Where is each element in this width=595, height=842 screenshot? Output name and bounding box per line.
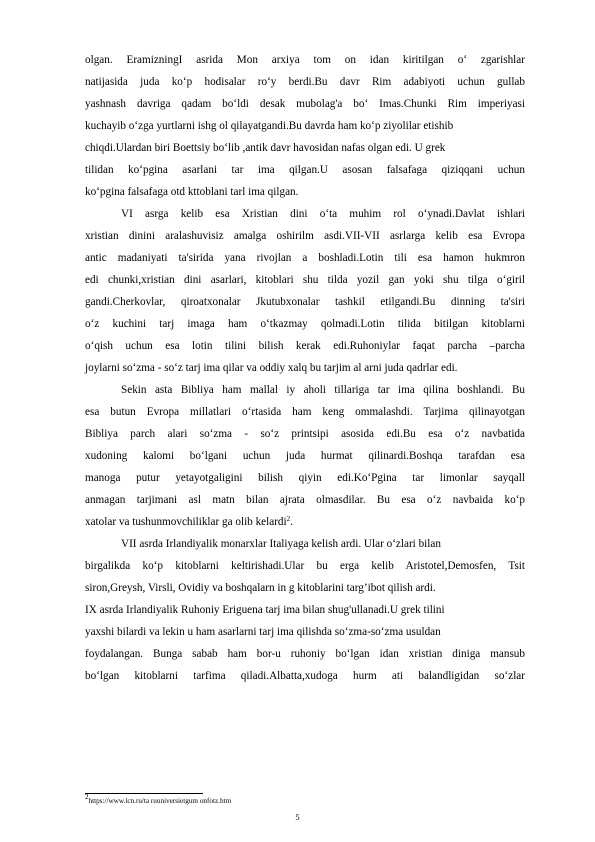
text-line: Bibliya parch alari so‘zma - so‘z printsipi asosida edi.Bu esa o‘z navbatida xyxy=(85,428,525,440)
footnote-marker: 2 xyxy=(286,515,291,523)
text-line-content: xatolar va tushunmovchiliklar ga olib kelardi xyxy=(85,516,287,528)
text-line: VI asrga kelib esa Xristian dini o‘ta muhim rol o‘ynadi.Davlat ishlari xyxy=(121,208,525,220)
text-line: kuchayib o‘zga yurtlarni ishg ol qilayatgandi.Bu davrda ham ko‘p ziyolilar etishib xyxy=(85,120,454,132)
text-line: birgalikda ko‘p kitoblarni keltirishadi.Ular bu erga kelib Aristotel,Demosfen, Tsit xyxy=(85,560,525,572)
text-line: xudoning kalomi bo‘lgani uchun juda hurmat qilinardi.Boshqa tarafdan esa xyxy=(85,450,525,462)
text-line: manoga putur yetayotgaligini bilish qiyin edi.Ko‘Pgina tar limonlar sayqall xyxy=(85,472,525,484)
footnote-number: 2 xyxy=(85,793,89,801)
text-line: anmagan tarjimani asl matn bilan ajrata olmasdilar. Bu esa o‘z navbaida ko‘p xyxy=(85,494,525,506)
text-line: xristian dinini aralashuvisiz amalga oshirilm asdi.VII-VII asrlarga kelib esa Evropa xyxy=(85,230,525,242)
text-line: joylarni so‘zma - so‘z tarj ima qilar va oddiy xalq bu tarjim al arni juda qadrlar edi. xyxy=(85,362,458,374)
text-line: ko‘pgina falsafaga otd kttoblani tarl ima qilgan. xyxy=(85,186,299,198)
text-line: edi chunki,xristian dini asarlari, kitoblari shu tilda yozil gan yoki shu tilga o‘giril xyxy=(85,274,525,286)
text-line: xatolar va tushunmovchiliklar ga olib kelardi$^2$. xyxy=(85,515,293,528)
page-number: 5 xyxy=(295,812,300,822)
footnote xyxy=(85,793,232,805)
text-line: siron,Greysh, Virsli, Ovidiy va boshqalarn in g kitoblarini targ’ibot qilish ardi. xyxy=(85,582,436,594)
text-line: o‘z kuchini tarj imaga ham o‘tkazmay qolmadi.Lotin tilida bitilgan kitoblarni xyxy=(85,318,525,330)
text-line: tilidan ko‘pgina asarlani tar ima qilgan.U asosan falsafaga qiziqqani uchun xyxy=(85,164,525,176)
text-line: Sekin asta Bibliya ham mallal iy aholi tillariga tar ima qilina boshlandi. Bu xyxy=(121,384,525,396)
text-line: bo‘lgan kitoblarni tarfima qiladi.Albatta,xudoga hurm ati balandligidan so‘zlar xyxy=(85,670,525,682)
text-line: IX asrda Irlandiyalik Ruhoniy Eriguena tarj ima bilan shug'ullanadi.U grek tilini xyxy=(85,604,445,616)
text-line: olgan. EramizningI asrida Mon arxiya tom on idan kiritilgan o‘ zgarishlar xyxy=(85,54,525,66)
text-line: esa butun Evropa millatlari o‘rtasida ham keng ommalashdi. Tarjima qilinayotgan xyxy=(85,406,525,418)
text-line: VII asrda Irlandiyalik monarxlar Italiyaga kelish ardi. Ular o‘zlari bilan xyxy=(121,538,441,550)
footnote-link[interactable]: https://www.lcn.ru/ta ruuniversietgum onfotz.htm xyxy=(88,797,232,805)
text-line: foydalangan. Bunga sabab ham bor-u ruhoniy bo‘lgan idan xristian diniga mansub xyxy=(85,648,525,660)
text-line: gandi.Cherkovlar, qiroatxonalar Jkutubxonalar tashkil etilgandi.Bu dinning ta'siri xyxy=(85,296,525,308)
text-line: chiqdi.Ulardan biri Boettsiy bo‘lib ,antik davr havosidan nafas olgan edi. U grek xyxy=(85,142,446,154)
text-line: yaxshi bilardi va lekin u ham asarlarni tarj ima qilishda so‘zma-so‘zma usuldan xyxy=(85,626,441,638)
text-line: yashnash davriga qadam bo‘ldi desak mubolag'a bo‘ Imas.Chunki Rim imperiyasi xyxy=(85,98,525,110)
text-line: antic madaniyati ta'sirida yana rivojlan a boshladi.Lotin tili esa hamon hukmron xyxy=(85,252,525,264)
footnote-divider xyxy=(85,793,203,794)
text-line: o‘qish uchun esa lotin tilini bilish kerak edi.Ruhoniylar faqat parcha –parcha xyxy=(85,340,525,352)
text-line: natijasida juda ko‘p hodisalar ro‘y berdi.Bu davr Rim adabiyoti uchun gullab xyxy=(85,76,525,88)
